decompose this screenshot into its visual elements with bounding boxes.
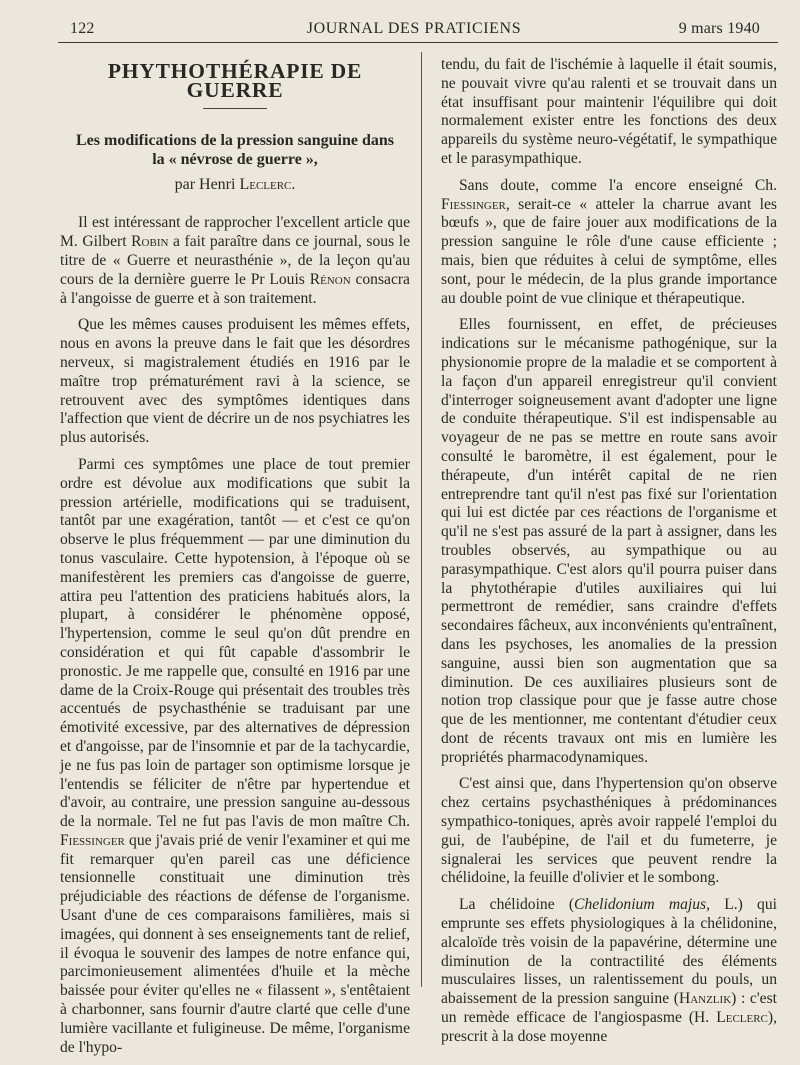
author-name: Fiessinger: [441, 195, 506, 213]
issue-date: 9 mars 1940: [678, 20, 760, 37]
paragraph: C'est ainsi que, dans l'hypertension qu'on observe chez certains psychasthéniques à prédominances sympathico-toniques, après avoir rappelé l'emploi du gui, de l'aubépine, de l'ail et du fumeterre, je signalerai les services que peuvent rendre la chélidoine, la feuille d'olivier et le sombong.: [441, 775, 777, 887]
byline: [60, 176, 410, 195]
article-subtitle: Les modifications de la pression sanguine dans la « névrose de guerre »,: [76, 131, 394, 169]
text-run: Sans doute, comme l'a encore enseigné Ch.: [459, 176, 777, 194]
paragraph: Que les mêmes causes produisent les mêmes effets, nous en avons la preuve dans le fait que les désordres nerveux, si magistralement étudiés en 1916 par le maître trop prématurément ravi à la science, se retrouvent avec des symptômes identiques dans l'affection que vient de décrire un de nos psychiatres les plus autorisés.: [60, 316, 410, 447]
text-run: La chélidoine (: [459, 896, 575, 914]
paragraph: Elles fournissent, en effet, de précieuses indications sur le mécanisme pathogénique, sur la physionomie propre de la maladie et se comportent à la façon d'un appareil enregistreur qu'il convient d'interroger soigneusement avant d'adopter une ligne de conduite thérapeutique. S'il est indispensable au voyageur de ne pas se mettre en route sans avoir consulté le baromètre, il est également, pour le thérapeute, d'un intérêt capital de ne rien entreprendre tant qu'il n'est pas fixé sur l'orientation qui lui est dictée par ces réactions de l'organisme et qu'il ne s'est pas assuré de la part à assigner, dans les troubles observés, au sympathique ou au parasympathique. C'est alors qu'il pourra puiser dans la phytothérapie d'utiles auxiliaires qui lui permettront de remédier, sans craindre d'effets secondaires fâcheux, aux inconvénients qu'entraînent, dans les psychoses, les anomalies de la pression sanguine, aussi bien son augmentation que sa diminution. De ces auxiliaires plusieurs sont de notion trop classique pour que je fasse autre chose que de les mentionner, me contentant d'étudier ceux dont de récents travaux ont mis en lumière les propriétés pharmacodynamiques.: [441, 316, 777, 766]
latin-name: Chelidonium majus: [574, 896, 707, 914]
right-column: [441, 56, 777, 1055]
author-name: Fiessinger: [60, 831, 125, 849]
paragraph: [60, 456, 410, 1058]
byline-author: Leclerc.: [239, 175, 296, 193]
author-name: Robin: [131, 233, 169, 251]
page-number: 122: [70, 20, 95, 37]
paragraph: [60, 214, 410, 308]
journal-title: JOURNAL DES PRATICIENS: [306, 20, 522, 37]
author-name: Leclerc: [716, 1009, 768, 1027]
text-run: Il est intéressant de rapprocher l'excellent article que M. Gilbert: [60, 214, 410, 251]
header-rule: [58, 42, 778, 43]
text-run: ) : c'est un remède efficace de l'angiospasme (H.: [441, 990, 777, 1027]
text-run: que j'avais prié de venir l'examiner et qui me fit remarquer qu'en pareil cas une déficience tensionnelle constituait une diminution très préjudiciable des réactions de défense de l'organisme. Usant d'une de ces comparaisons familières, mais si imagées, qui donnent à ses enseignements tant de relief, il évoqua le souvenir des lampes de notre enfance qui, parcimonieusement alimentées d'huile et la mèche baissée pour éviter qu'elles ne « filassent », s'entêtaient à charbonner, sans fournir d'autre clarté que celle d'une lumière vacillante et fuligineuse. De même, l'organisme de l'hypo-: [60, 831, 410, 1056]
byline-prefix: par Henri: [174, 175, 240, 193]
author-name: Rénon: [309, 270, 351, 288]
text-run: Parmi ces symptômes une place de tout premier ordre est dévolue aux modifications que subit la pression artérielle, modifications qui se traduisent, tantôt par une exagération, tantôt — et c'est ce qu'on observe le plus fréquemment — par une diminution du tonus vasculaire. Cette hypotension, à l'époque où se manifestèrent les premiers cas d'angoisse de guerre, attira peu l'attention des praticiens habitués alors, la plupart, à considérer le phénomène opposé, l'hypertension, comme le seul qu'on dût prendre en considération et qui fût capable d'assombrir le pronostic. Je me rappelle que, consulté en 1916 par une dame de la Croix-Rouge qui présentait des troubles très accentués de psychasthénie se traduisant par une émotivité excessive, par des alternatives de dépression et d'angoisse, par de l'insomnie et par de la tachycardie, je ne fus pas loin de partager son optimisme lorsque je l'entendis se féliciter de n'être par hypertendue et d'avoir, au contraire, une pression sanguine au-dessous de la normale. Tel ne fut pas l'avis de mon maître Ch.: [60, 455, 410, 831]
paragraph-continued: tendu, du fait de l'ischémie à laquelle il était soumis, ne pouvait vivre qu'au ralenti et se trouvait dans un état insuffisant pour maintenir l'équilibre qui doit normalement exister entre les fonctions des deux appareils du système neuro-végétatif, le sympathique et le parasympathique.: [441, 56, 777, 167]
article-title: PHYTHOTHÉRAPIE DE GUERRE: [107, 59, 363, 102]
page-header: [58, 20, 770, 42]
left-column: [60, 56, 410, 1065]
title-rule: [203, 108, 267, 109]
paragraph: [441, 896, 777, 1046]
text-run: ), prescrit à la dose moyenne: [441, 1009, 777, 1045]
text-run: , serait-ce « atteler la charrue avant les bœufs », que de faire jouer aux modifications de la pression sanguine le rôle d'une cause efficiente ; mais, bien que réduites à celui de symptôme, elles sont, pour le médecin, de la plus grande importance au double point de vue clinique et thérapeutique.: [441, 195, 777, 307]
text-run: consacra à l'angoisse de guerre et à son traitement.: [60, 270, 410, 307]
paragraph: [441, 177, 777, 309]
text-run: , L.) qui emprunte ses effets physiologiques à la chélidonine, alcaloïde très voisin de la papavérine, détermine une diminution de la contractilité des éléments musculaires lisses, un ralentissement du pouls, un abaissement de la pression sanguine (: [441, 896, 777, 1008]
text-run: a fait paraître dans ce journal, sous le titre de « Guerre et neurasthénie », de la leçon qu'au cours de la dernière guerre le Pr Louis: [60, 233, 411, 288]
column-divider: [421, 52, 422, 987]
author-name: Hanzlik: [678, 990, 732, 1008]
